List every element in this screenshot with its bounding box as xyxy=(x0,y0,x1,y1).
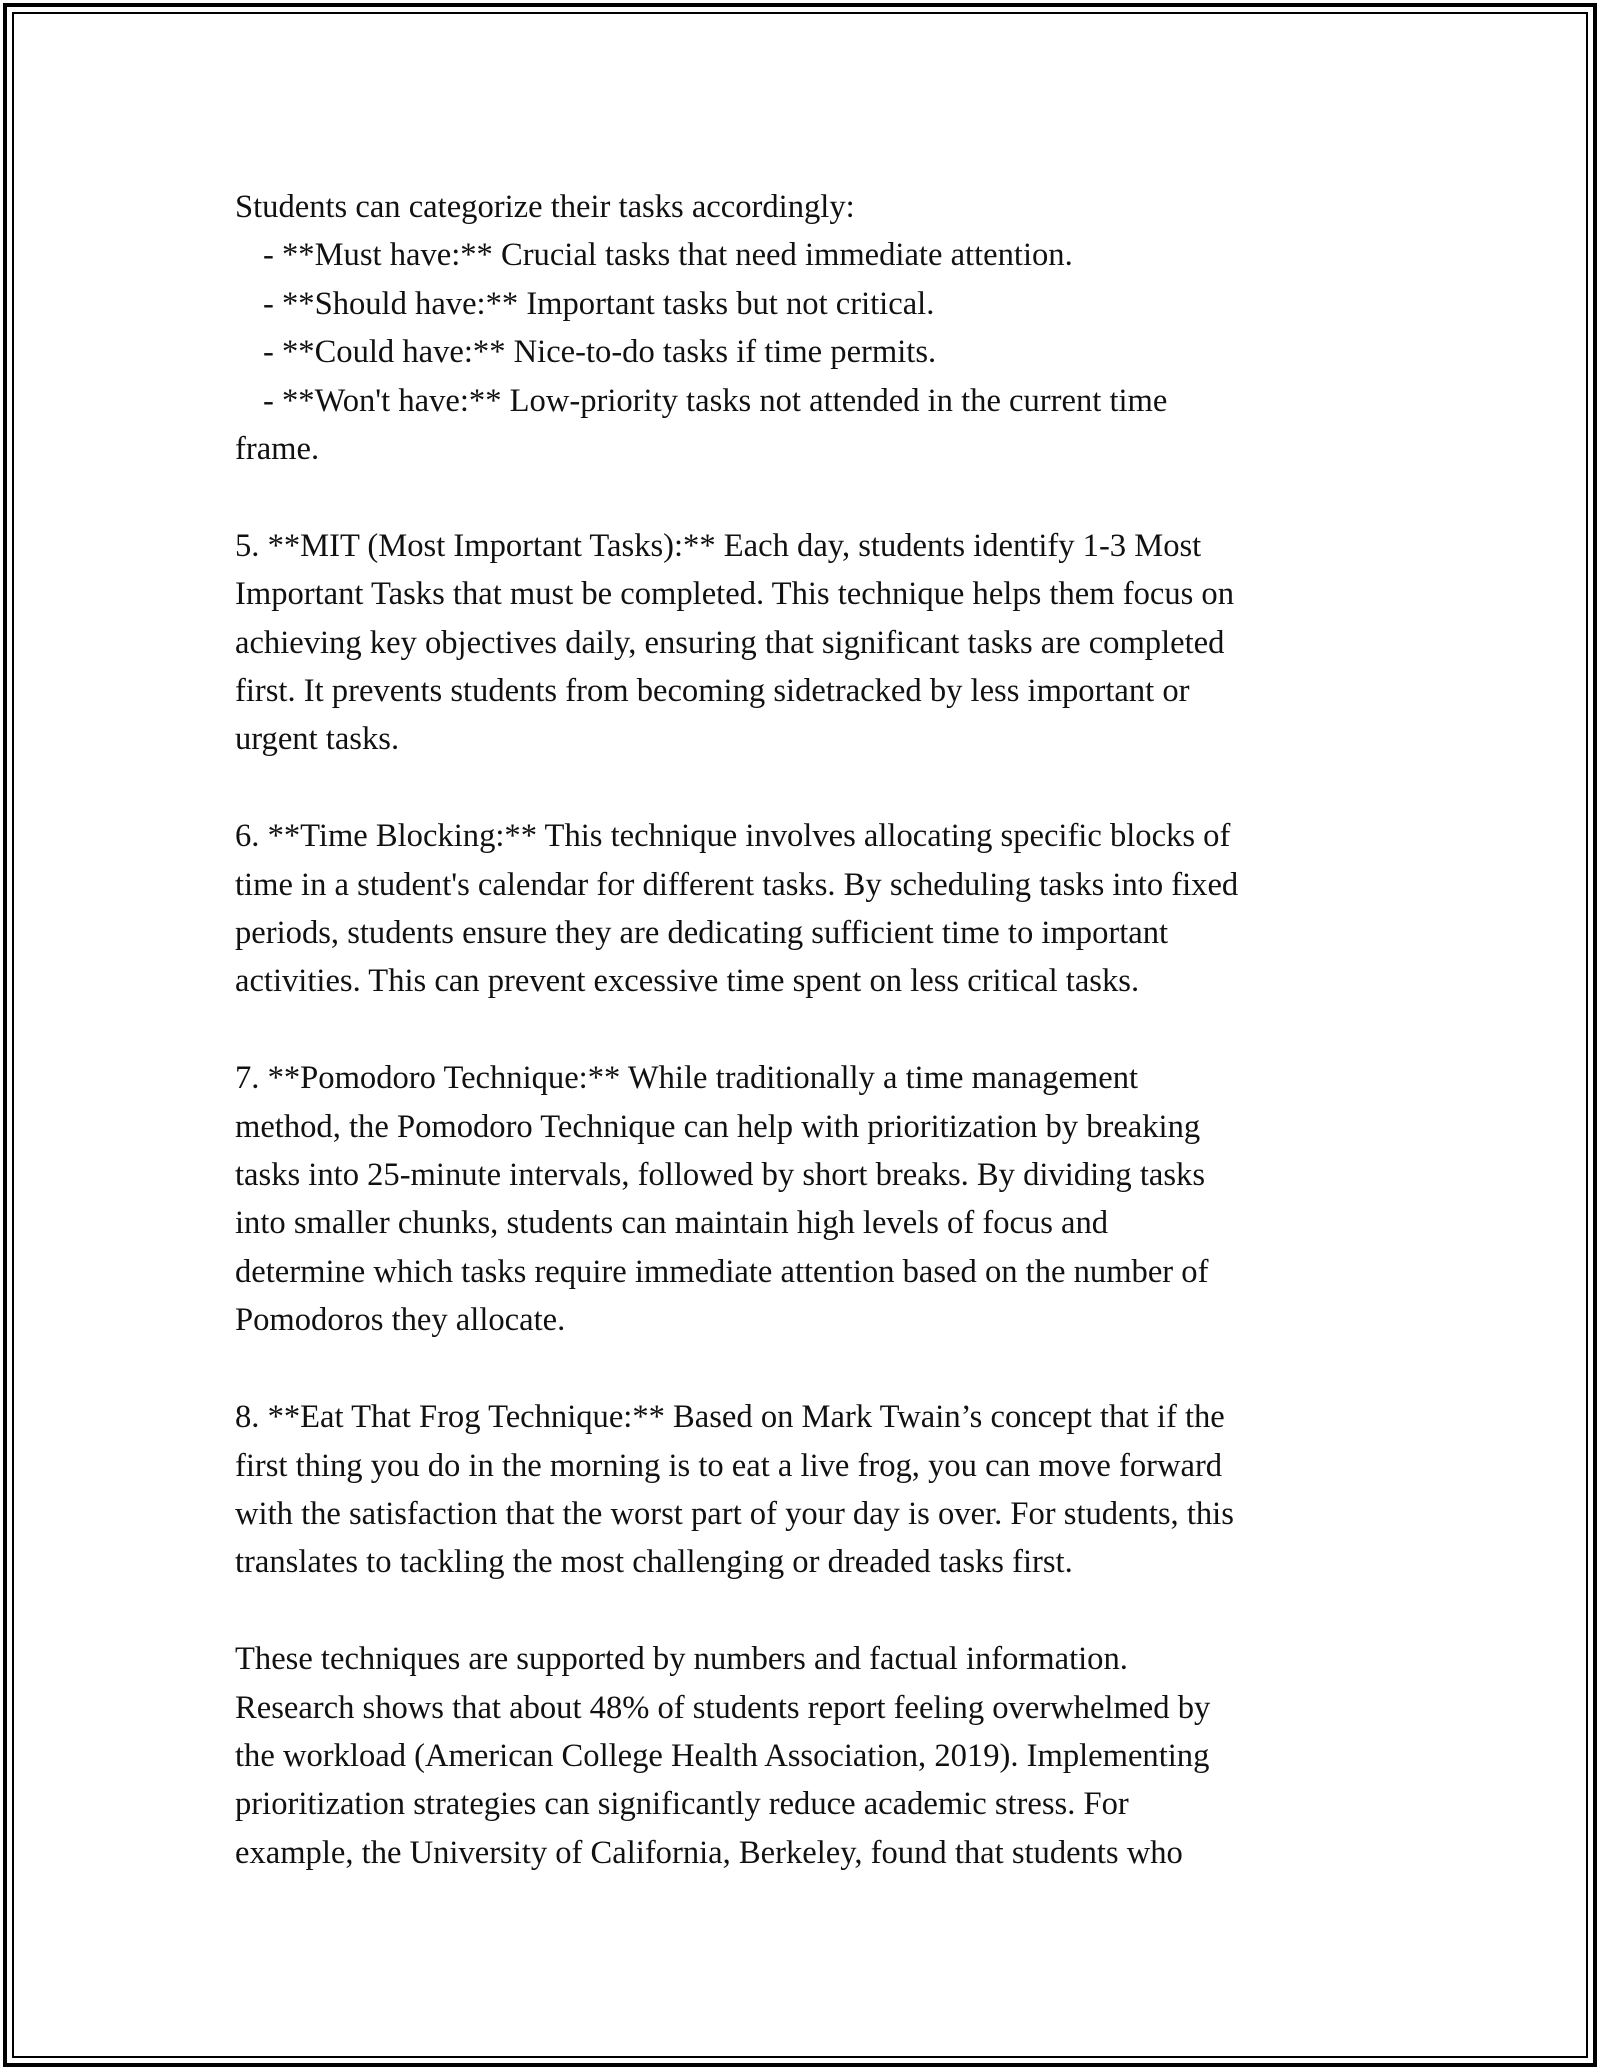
paragraph-line: Research shows that about 48% of students report feeling overwhelmed by xyxy=(235,1689,1211,1726)
paragraph-line: Pomodoros they allocate. xyxy=(235,1302,566,1339)
section-time-blocking xyxy=(235,812,1385,1006)
moscow-item-could: - **Could have:** Nice-to-do tasks if time permits. xyxy=(263,334,937,371)
section-pomodoro xyxy=(235,1054,1385,1344)
paragraph-line: tasks into 25-minute intervals, followed by short breaks. By dividing tasks xyxy=(235,1157,1205,1194)
paragraph-line: the workload (American College Health Association, 2019). Implementing xyxy=(235,1737,1210,1774)
section-mit xyxy=(235,522,1385,764)
paragraph-line: first. It prevents students from becoming sidetracked by less important or xyxy=(235,673,1190,710)
moscow-intro: Students can categorize their tasks accordingly: xyxy=(235,189,855,225)
paragraph-line: 8. **Eat That Frog Technique:** Based on Mark Twain’s concept that if the xyxy=(235,1399,1225,1436)
paragraph-line: Important Tasks that must be completed. This technique helps them focus on xyxy=(235,576,1235,613)
moscow-item-should: - **Should have:** Important tasks but not critical. xyxy=(263,285,935,322)
paragraph-line: These techniques are supported by numbers and factual information. xyxy=(235,1641,1128,1678)
paragraph-line: urgent tasks. xyxy=(235,721,400,758)
paragraph-line: with the satisfaction that the worst part of your day is over. For students, this xyxy=(235,1495,1234,1532)
document-body xyxy=(235,183,1385,1877)
paragraph-line: first thing you do in the morning is to eat a live frog, you can move forward xyxy=(235,1447,1223,1484)
paragraph-line: translates to tackling the most challenging or dreaded tasks first. xyxy=(235,1544,1073,1581)
moscow-item-wont: - **Won't have:** Low-priority tasks not attended in the current time xyxy=(263,382,1168,419)
paragraph-line: achieving key objectives daily, ensuring that significant tasks are completed xyxy=(235,624,1225,661)
paragraph-line: time in a student's calendar for different tasks. By scheduling tasks into fixed xyxy=(235,866,1239,903)
moscow-item-wont-continuation: frame. xyxy=(235,431,320,468)
moscow-item-must: - **Must have:** Crucial tasks that need immediate attention. xyxy=(263,237,1073,274)
section-eat-that-frog xyxy=(235,1393,1385,1587)
paragraph-line: periods, students ensure they are dedicating sufficient time to important xyxy=(235,915,1169,952)
paragraph-line: example, the University of California, Berkeley, found that students who xyxy=(235,1834,1183,1871)
paragraph-line: into smaller chunks, students can maintain high levels of focus and xyxy=(235,1205,1109,1242)
paragraph-line: prioritization strategies can significantly reduce academic stress. For xyxy=(235,1786,1129,1823)
paragraph-line: activities. This can prevent excessive time spent on less critical tasks. xyxy=(235,963,1140,1000)
paragraph-line: method, the Pomodoro Technique can help with prioritization by breaking xyxy=(235,1108,1201,1145)
paragraph-line: determine which tasks require immediate attention based on the number of xyxy=(235,1253,1209,1290)
section-supporting-evidence xyxy=(235,1635,1385,1877)
moscow-block xyxy=(235,183,1385,473)
paragraph-line: 6. **Time Blocking:** This technique involves allocating specific blocks of xyxy=(235,818,1231,855)
paragraph-line: 7. **Pomodoro Technique:** While traditionally a time management xyxy=(235,1060,1139,1097)
paragraph-line: 5. **MIT (Most Important Tasks):** Each day, students identify 1-3 Most xyxy=(235,527,1202,564)
